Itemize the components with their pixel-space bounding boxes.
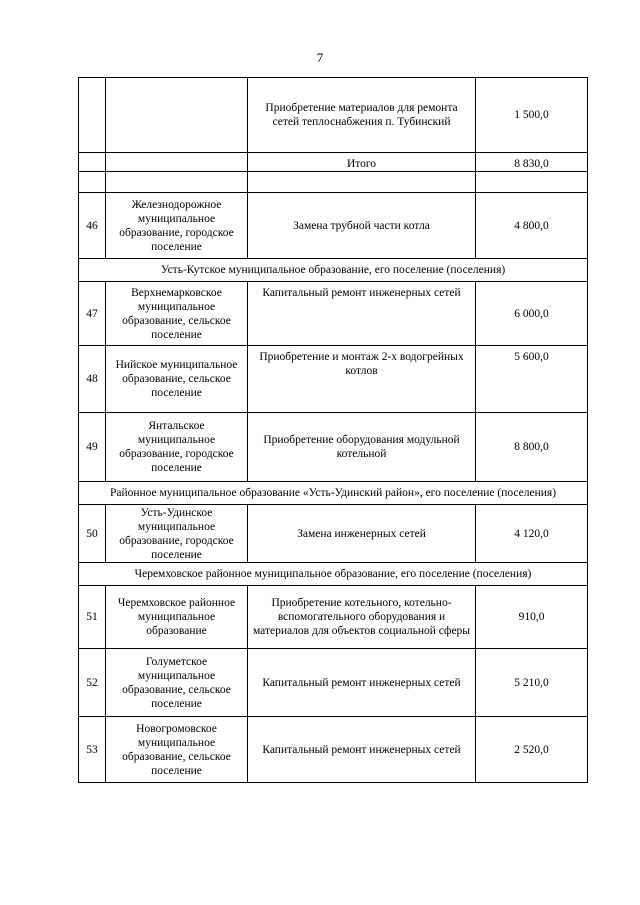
region-title: Районное муниципальное образование «Усть-Удинский район», его поселение (поселения) <box>79 482 588 505</box>
total-label: Итого <box>248 153 476 172</box>
table-row <box>79 505 588 563</box>
table-row <box>79 282 588 346</box>
row-number: 48 <box>79 346 106 413</box>
municipality-cell <box>106 78 248 153</box>
table-row <box>79 413 588 482</box>
row-number: 51 <box>79 586 106 649</box>
municipality: Нийское муниципальное образование, сельское поселение <box>106 346 248 413</box>
row-number: 50 <box>79 505 106 563</box>
row-number: 46 <box>79 193 106 259</box>
amount: 2 520,0 <box>476 717 588 783</box>
table-row <box>79 346 588 413</box>
municipality: Верхнемарковское муниципальное образование, сельское поселение <box>106 282 248 346</box>
region-header-row <box>79 482 588 505</box>
work-cell: Приобретение материалов для ремонта сетей теплоснабжения п. Тубинский <box>248 78 476 153</box>
amount: 4 120,0 <box>476 505 588 563</box>
municipality: Голуметское муниципальное образование, сельское поселение <box>106 649 248 717</box>
municipality: Янтальское муниципальное образование, городское поселение <box>106 413 248 482</box>
region-header-row <box>79 563 588 586</box>
work-description: Капитальный ремонт инженерных сетей <box>248 717 476 783</box>
municipality: Черемховское районное муниципальное образование <box>106 586 248 649</box>
region-title: Черемховское районное муниципальное образование, его поселение (поселения) <box>79 563 588 586</box>
work-description: Приобретение оборудования модульной котельной <box>248 413 476 482</box>
municipality: Усть-Удинское муниципальное образование, городское поселение <box>106 505 248 563</box>
total-sum: 8 830,0 <box>476 153 588 172</box>
amount: 5 600,0 <box>476 346 588 413</box>
amount: 4 800,0 <box>476 193 588 259</box>
work-description: Замена трубной части котла <box>248 193 476 259</box>
page-number: 7 <box>316 50 324 65</box>
row-number: 47 <box>79 282 106 346</box>
municipality: Новогромовское муниципальное образование, сельское поселение <box>106 717 248 783</box>
sum-cell: 1 500,0 <box>476 78 588 153</box>
row-number-cell <box>79 78 106 153</box>
spacer-row <box>79 172 588 193</box>
region-title: Усть-Кутское муниципальное образование, его поселение (поселения) <box>79 259 588 282</box>
work-description: Замена инженерных сетей <box>248 505 476 563</box>
row-number: 49 <box>79 413 106 482</box>
work-description: Приобретение котельного, котельно-вспомогательного оборудования и материалов для объектов социальной сферы <box>248 586 476 649</box>
table-row <box>79 78 588 153</box>
amount: 5 210,0 <box>476 649 588 717</box>
table-row <box>79 717 588 783</box>
amount: 910,0 <box>476 586 588 649</box>
region-header-row <box>79 259 588 282</box>
table-row <box>79 193 588 259</box>
total-row <box>79 153 588 172</box>
funding-table <box>78 77 588 783</box>
municipality: Железнодорожное муниципальное образование, городское поселение <box>106 193 248 259</box>
row-number: 52 <box>79 649 106 717</box>
work-description: Капитальный ремонт инженерных сетей <box>248 649 476 717</box>
row-number: 53 <box>79 717 106 783</box>
work-description: Капитальный ремонт инженерных сетей <box>248 282 476 346</box>
amount: 8 800,0 <box>476 413 588 482</box>
amount: 6 000,0 <box>476 282 588 346</box>
table-row <box>79 649 588 717</box>
table-row <box>79 586 588 649</box>
work-description: Приобретение и монтаж 2-х водогрейных котлов <box>248 346 476 413</box>
